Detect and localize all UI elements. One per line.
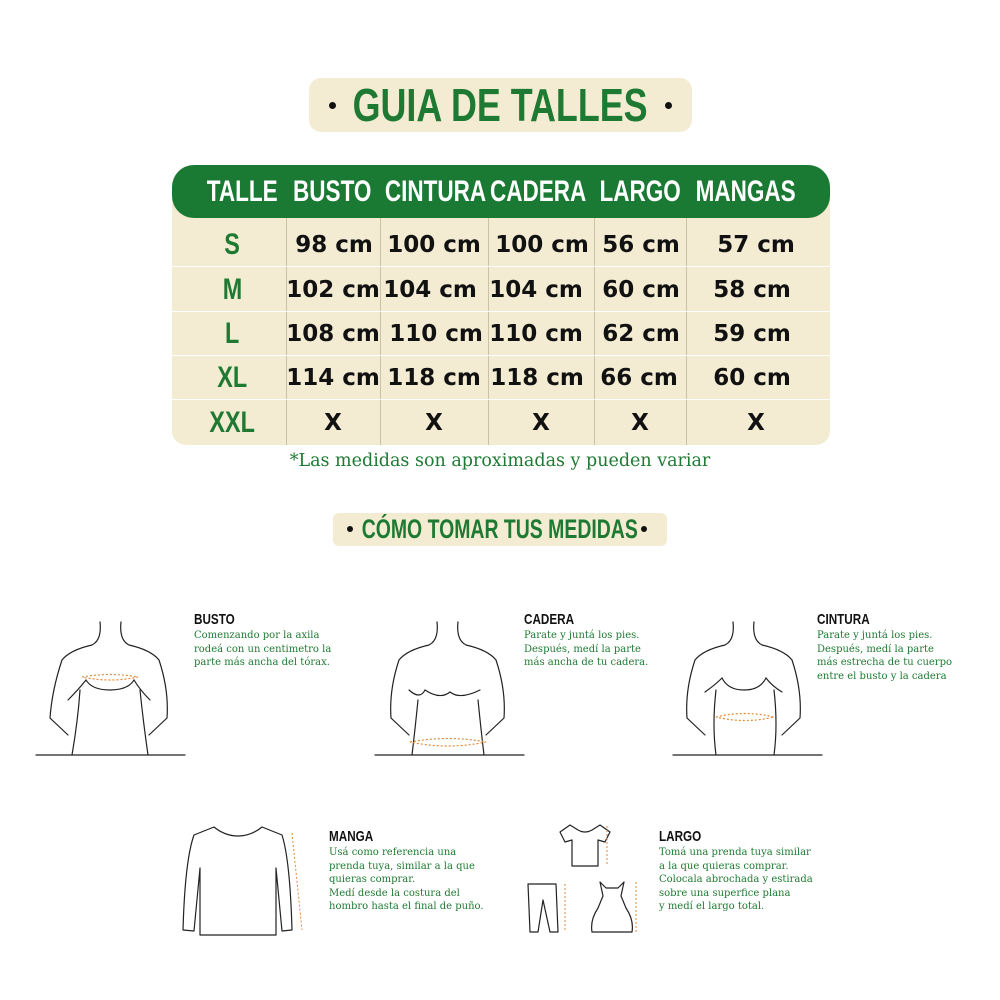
mangas-cell: 57 cm <box>717 231 795 258</box>
mangas-cell: 60 cm <box>713 364 791 391</box>
table-row <box>172 355 830 400</box>
largo-desc: Tomá una prenda tuya similar a la que quieras comprar. Colocala abrochada y estirada sobre una superfice plana y medí el largo total. <box>659 847 813 912</box>
cadera-cell: X <box>532 409 550 436</box>
busto-instructions <box>194 611 374 670</box>
largo-cell: 66 cm <box>600 364 678 391</box>
manga-title: MANGA <box>329 828 374 845</box>
header-largo: LARGO <box>599 174 681 208</box>
table-row <box>172 222 830 267</box>
cadera-tape-icon <box>410 739 486 747</box>
header-cadera: CADERA <box>489 174 587 208</box>
header-cintura: CINTURA <box>384 174 486 208</box>
pants-largo-icon <box>528 884 558 932</box>
manga-instructions <box>329 828 519 914</box>
busto-cell: 98 cm <box>295 231 373 258</box>
busto-tape-icon <box>82 675 138 681</box>
cadera-figure-icon <box>375 622 524 755</box>
cadera-instructions <box>524 611 704 670</box>
size-cell: S <box>224 227 240 261</box>
largo-cell: X <box>631 409 649 436</box>
cintura-title: CINTURA <box>817 611 870 628</box>
cadera-cell: 104 cm <box>489 276 583 303</box>
busto-figure-icon <box>36 622 185 755</box>
cadera-cell: 118 cm <box>490 364 584 391</box>
largo-cell: 56 cm <box>602 231 680 258</box>
table-row <box>172 400 830 445</box>
header-busto: BUSTO <box>292 174 372 208</box>
shirt-manga-icon <box>183 827 292 935</box>
busto-cell: 108 cm <box>286 320 380 347</box>
cadera-cell: 100 cm <box>495 231 589 258</box>
header-mangas: MANGAS <box>695 174 797 208</box>
disclaimer-note: *Las medidas son aproximadas y pueden variar <box>289 451 711 471</box>
largo-instructions <box>659 828 849 914</box>
manga-desc: Usá como referencia una prenda tuya, similar a la que quieras comprar. Medí desde la costura del hombro hasta el final de puño. <box>329 847 484 912</box>
busto-cell: 114 cm <box>286 364 380 391</box>
busto-title: BUSTO <box>194 611 235 628</box>
size-cell: L <box>224 316 240 350</box>
cintura-instructions <box>817 611 997 683</box>
cintura-tape-icon <box>716 714 774 721</box>
cintura-cell: 100 cm <box>387 231 481 258</box>
mangas-cell: X <box>747 409 765 436</box>
cadera-title: CADERA <box>524 611 575 628</box>
largo-title: LARGO <box>659 828 702 845</box>
busto-desc: Comenzando por la axila rodeá con un centimetro la parte más ancha del tórax. <box>194 630 332 668</box>
table-row <box>172 267 830 312</box>
cintura-cell: 104 cm <box>383 276 477 303</box>
cadera-desc: Parate y juntá los pies. Después, medí la parte más ancha de tu cadera. <box>524 630 649 668</box>
dress-largo-icon <box>592 882 633 932</box>
table-header <box>172 165 830 218</box>
cadera-cell: 110 cm <box>489 320 583 347</box>
manga-tape-icon <box>292 833 302 930</box>
largo-cell: 62 cm <box>602 320 680 347</box>
size-cell: XXL <box>209 405 255 439</box>
section-subtitle: CÓMO TOMAR TUS MEDIDAS <box>361 514 639 544</box>
busto-cell: 102 cm <box>286 276 380 303</box>
cintura-cell: X <box>425 409 443 436</box>
largo-cell: 60 cm <box>602 276 680 303</box>
cintura-cell: 118 cm <box>387 364 481 391</box>
size-cell: XL <box>217 360 247 394</box>
header-talle: TALLE <box>206 174 278 208</box>
mangas-cell: 59 cm <box>713 320 791 347</box>
busto-cell: X <box>324 409 342 436</box>
table-row <box>172 311 830 356</box>
tshirt-largo-icon <box>560 825 610 866</box>
cintura-desc: Parate y juntá los pies. Después, medí la parte más estrecha de tu cuerpo entre el busto y la cadera <box>817 630 952 682</box>
size-table <box>172 165 830 445</box>
size-cell: M <box>222 272 242 306</box>
mangas-cell: 58 cm <box>713 276 791 303</box>
cintura-cell: 110 cm <box>389 320 483 347</box>
page-title: GUIA DE TALLES <box>352 79 649 131</box>
